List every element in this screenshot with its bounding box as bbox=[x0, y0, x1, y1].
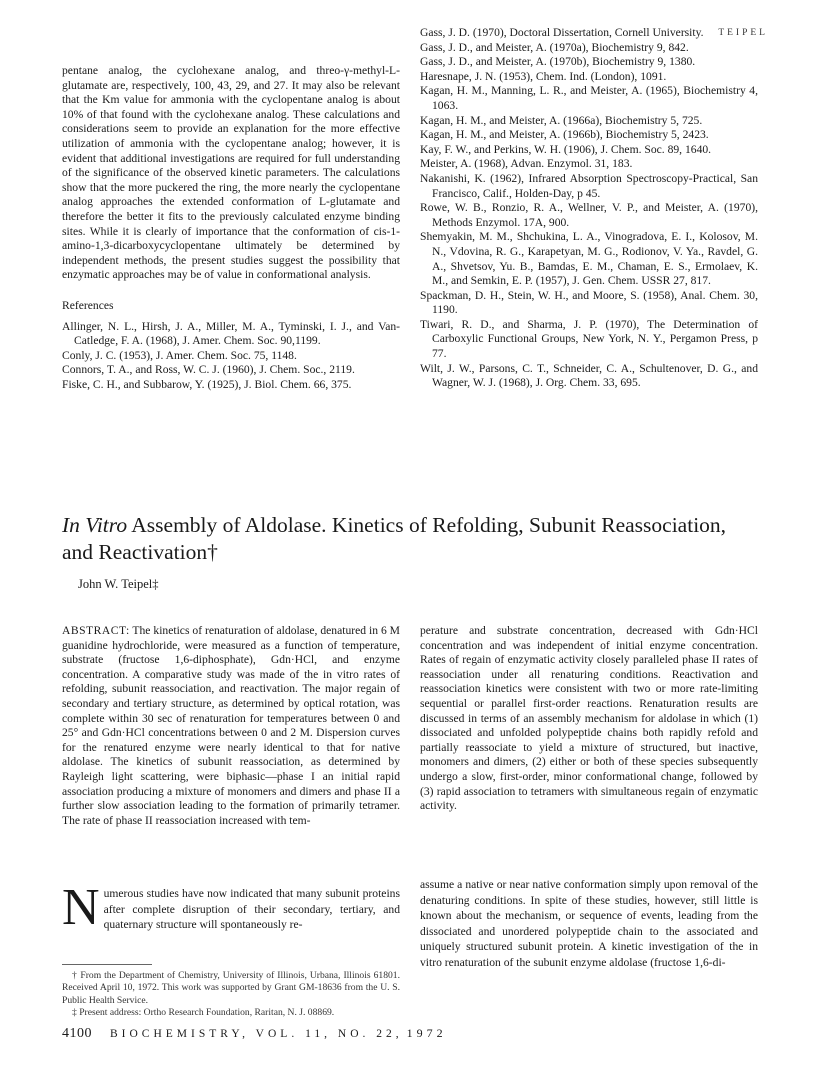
abstract-right bbox=[420, 624, 758, 814]
reference-item: Spackman, D. H., Stein, W. H., and Moore, S. (1958), Anal. Chem. 30, 1190. bbox=[420, 288, 758, 317]
article-title-italic: In Vitro bbox=[62, 513, 128, 537]
reference-item: Kagan, H. M., and Meister, A. (1966a), Biochemistry 5, 725. bbox=[420, 113, 703, 127]
article-title bbox=[62, 512, 752, 566]
reference-item: Meister, A. (1968), Advan. Enzymol. 31, 183. bbox=[420, 157, 633, 171]
reference-item: Haresnape, J. N. (1953), Chem. Ind. (London), 1091. bbox=[420, 69, 667, 83]
reference-item: Conly, J. C. (1953), J. Amer. Chem. Soc. 75, 1148. bbox=[62, 348, 297, 362]
references-left-list bbox=[62, 320, 400, 393]
reference-item: Nakanishi, K. (1962), Infrared Absorption Spectroscopy-Practical, San Francisco, Calif., Holden-Day, p 45. bbox=[420, 171, 758, 200]
abstract-label: ABSTRACT: bbox=[62, 624, 130, 637]
footnote-affiliation: † From the Department of Chemistry, University of Illinois, Urbana, Illinois 61801. Received April 10, 1972. This work was supported by Grant GM-18636 from the U. S. Public Health Service. bbox=[62, 970, 400, 1006]
references-right-list bbox=[420, 26, 758, 391]
reference-item: Rowe, W. B., Ronzio, R. A., Wellner, V. P., and Meister, A. (1970), Methods Enzymol. 17A, 900. bbox=[420, 201, 758, 229]
abstract-text-right: perature and substrate concentration, decreased with Gdn·HCl concentration and was independent of initial enzyme concentration. Rates of regain of enzymatic activity closely paralleled phase II rates of reassociation under all renaturing conditions. Reactivation and reassociation kinetics were consistent with two or more rate-limiting sequential or parallel first-order reactions. Renaturation results are discussed in terms of an assembly mechanism for aldolase in which (1) dissociated and unfolded polypeptide chains both rapidly refold and partially reassociate to yield a mixture of structured, but inactive, monomers and dimers, (2) either or both of these species subsequently undergo a slow, first-order, minor conformational change, followed by (3) rapid association to tetramers with simultaneous regain of enzymatic activity. bbox=[420, 624, 758, 813]
page-number: 4100 bbox=[62, 1026, 92, 1041]
reference-item: Fiske, C. H., and Subbarow, Y. (1925), J. Biol. Chem. 66, 375. bbox=[62, 377, 352, 391]
body-text-left: umerous studies have now indicated that many subunit proteins after complete disruption of their secondary, tertiary, and quaternary structure will spontaneously re- bbox=[103, 887, 400, 932]
left-column-top bbox=[62, 64, 400, 392]
body-text-right: assume a native or near native conformation simply upon removal of the denaturing conditions. In spite of these studies, however, still little is known about the mechanism, or sequence of events, leading from the dissociated and unordered polypeptide chain to the associated and uniquely structured subunit protein. A kinetic investigation of the in vitro renaturation of the subunit enzyme aldolase (fructose 1,6-di- bbox=[420, 878, 758, 969]
journal-year: 1972 bbox=[406, 1026, 447, 1040]
reference-item: Gass, J. D. (1970), Doctoral Dissertation, Cornell University. bbox=[420, 26, 704, 39]
footnote-rule bbox=[62, 964, 152, 965]
footnote-present-address: ‡ Present address: Ortho Research Foundation, Raritan, N. J. 08869. bbox=[72, 1007, 335, 1019]
author-name: John W. Teipel‡ bbox=[78, 577, 159, 591]
reference-item: Connors, T. A., and Ross, W. C. J. (1960), J. Chem. Soc., 2119. bbox=[62, 363, 355, 377]
article-title-text: Assembly of Aldolase. Kinetics of Refolding, Subunit Reassociation, and Reactivation† bbox=[62, 513, 727, 564]
reference-item: Kay, F. W., and Perkins, W. H. (1906), J. Chem. Soc. 89, 1640. bbox=[420, 142, 712, 156]
references-heading: References bbox=[62, 298, 114, 312]
reference-item: Kagan, H. M., and Meister, A. (1966b), Biochemistry 5, 2423. bbox=[420, 128, 709, 142]
running-head: TEIPEL bbox=[718, 28, 768, 38]
continued-paragraph: pentane analog, the cyclohexane analog, and threo-γ-methyl-L-glutamate are, respectively, 100, 43, 29, and 27. It may also be relevant that the Km value for ammonia with the cyclopentane analog is about 10% of that found with the cyclohexane analog. These calculations and considerations seem to provide an explanation for the more effective utilization of ammonia with the cyclopentane analog; however, it is evident that additional investigations are required for full understanding of the significance of the observed kinetic parameters. The calculations show that the more puckered the ring, the more nearly the cyclopentane analog approaches the extended conformation of L-glutamate and therefore the better it fits to the previously calculated enzyme binding sites. While it is clearly of importance that the conformation of cis-1-amino-1,3-dicarboxycyclopentane ultimately be determined by independent methods, the present studies suggest the possibility that enzymatic approaches may be of value in conformational analysis. bbox=[62, 64, 400, 282]
body-left bbox=[62, 879, 400, 936]
journal-name: BIOCHEMISTRY, VOL. 11, NO. 22, bbox=[110, 1028, 403, 1040]
body-right bbox=[420, 877, 758, 971]
abstract-text-left: The kinetics of renaturation of aldolase, denatured in 6 M guanidine hydrochloride, were measured as a function of temperature, substrate (fructose 1,6-diphosphate), Gdn·HCl, and enzyme concentration. A comparative study was made of the in vitro rates of refolding, subunit reassociation, and reactivation. The major regain of secondary and tertiary structure, as determined by optical rotation, was complete within 30 sec of renaturation for temperatures between 0 and 25° and Gdn·HCl concentrations between 0 and 2 M. Dispersion curves for the renatured enzyme were nearly identical to that for native aldolase. The kinetics of subunit reassociation, as determined by Rayleigh light scattering, were biphasic—phase I an initial rapid association producing a mixture of monomers and dimers and phase II a further slow association leading to the formation of primarily tetramer. The rate of phase II reassociation increased with tem- bbox=[62, 624, 400, 827]
drop-cap: N bbox=[62, 879, 100, 936]
reference-item: Shemyakin, M. M., Shchukina, L. A., Vinogradova, E. I., Kolosov, M. N., Vdovina, R. G., Karapetyan, M. G., Rodionov, V. Ya., Ravdel, G. A., Shvetsov, Yu. B., Bamdas, E. M., Chaman, E. S., Ermolaev, K. M., and Semkin, E. P. (1957), J. Gen. Chem. USSR 27, 817. bbox=[420, 230, 758, 288]
reference-item: Allinger, N. L., Hirsh, J. A., Miller, M. A., Tyminski, I. J., and Van-Catledge, F. A. (1968), J. Amer. Chem. Soc. 90,1199. bbox=[62, 319, 400, 348]
abstract-left bbox=[62, 624, 400, 828]
reference-item: Gass, J. D., and Meister, A. (1970a), Biochemistry 9, 842. bbox=[420, 40, 689, 54]
reference-item: Kagan, H. M., Manning, L. R., and Meister, A. (1965), Biochemistry 4, 1063. bbox=[420, 84, 758, 112]
footnotes bbox=[62, 970, 400, 1020]
page-footer bbox=[62, 1026, 447, 1042]
reference-item: Gass, J. D., and Meister, A. (1970b), Biochemistry 9, 1380. bbox=[420, 55, 696, 69]
reference-item: Tiwari, R. D., and Sharma, J. P. (1970), The Determination of Carboxylic Functional Groups, New York, N. Y., Pergamon Press, p 77. bbox=[420, 317, 758, 361]
reference-item: Wilt, J. W., Parsons, C. T., Schneider, C. A., Schultenover, D. G., and Wagner, W. J. (1968), J. Org. Chem. 33, 695. bbox=[420, 361, 758, 390]
